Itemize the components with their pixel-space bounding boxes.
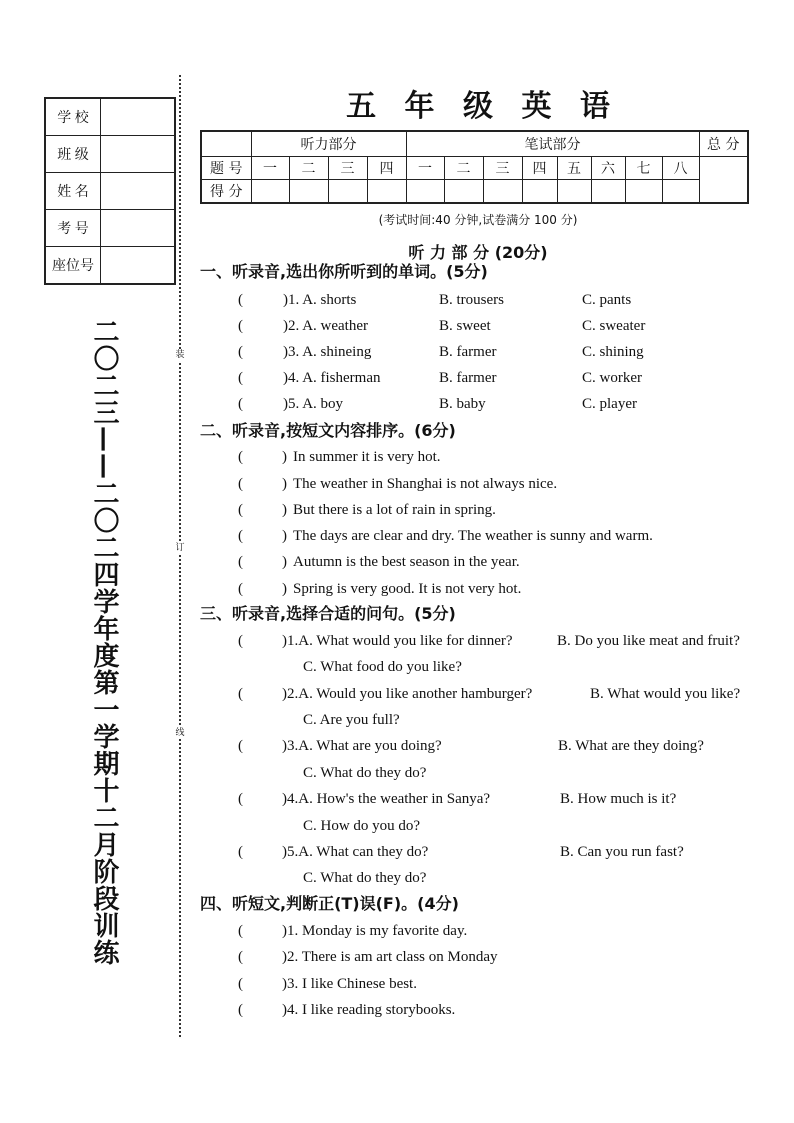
blank-close: ) <box>282 633 287 649</box>
option-a: A. What are you doing? <box>298 738 442 754</box>
item-number: 3. <box>288 344 300 360</box>
score-cell <box>251 180 289 204</box>
question-item-continued <box>0 763 794 783</box>
item-number-group <box>283 368 381 388</box>
writing-number: 一 <box>406 157 444 180</box>
blank-open: ( <box>238 318 243 334</box>
blank-close: ) <box>282 554 287 570</box>
blank-close: ) <box>283 396 288 412</box>
score-cell <box>444 180 483 204</box>
option-b: B. trousers <box>439 292 504 308</box>
option-a: A. fisherman <box>302 370 381 386</box>
section-heading: 一、听录音,选出你所听到的单词。(5分) <box>200 262 488 281</box>
option-c: C. What do they do? <box>303 765 427 781</box>
blank-open: ( <box>238 476 243 492</box>
sentence: But there is a lot of rain in spring. <box>293 502 496 518</box>
statement: I like reading storybooks. <box>302 1002 456 1018</box>
item-number-group <box>282 921 467 941</box>
option-b: B. What would you like? <box>590 686 741 702</box>
blank-close: ) <box>282 476 287 492</box>
item-number-group <box>283 316 368 336</box>
blank-close: ) <box>283 344 288 360</box>
score-table-header-row <box>201 131 748 157</box>
item-number: 1. <box>287 633 299 649</box>
score-cell <box>367 180 406 204</box>
question-item-continued <box>0 868 794 888</box>
item-number: 3. <box>287 738 299 754</box>
option-a: A. What can they do? <box>298 844 429 860</box>
question-item <box>0 579 794 599</box>
blank-close: ) <box>282 1002 287 1018</box>
score-table-corner <box>201 131 251 157</box>
item-number-group <box>283 290 356 310</box>
question-item <box>0 921 794 941</box>
option-c: C. Are you full? <box>303 712 400 728</box>
section-heading: 二、听录音,按短文内容排序。(6分) <box>200 421 456 440</box>
writing-number: 八 <box>662 157 699 180</box>
question-item-continued <box>0 710 794 730</box>
option-a: A. What would you like for dinner? <box>298 633 513 649</box>
blank-open: ( <box>238 344 243 360</box>
blank-close: ) <box>282 949 287 965</box>
page-title: 五 年 级 英 语 <box>346 89 610 124</box>
option-c: C. What food do you like? <box>303 659 462 675</box>
question-item <box>0 947 794 967</box>
statement: I like Chinese best. <box>302 976 417 992</box>
score-cell <box>328 180 367 204</box>
option-c: C. shining <box>582 344 644 360</box>
item-number: 4. <box>288 370 300 386</box>
blank-open: ( <box>238 370 243 386</box>
option-c: C. worker <box>582 370 642 386</box>
question-item <box>0 684 794 704</box>
item-number-group <box>282 631 513 651</box>
question-item <box>0 789 794 809</box>
blank-close: ) <box>282 686 287 702</box>
binding-mark: 装 <box>173 349 187 361</box>
blank-open: ( <box>238 633 243 649</box>
blank-open: ( <box>238 976 243 992</box>
blank-close: ) <box>282 449 287 465</box>
item-number: 5. <box>287 844 299 860</box>
blank-open: ( <box>238 449 243 465</box>
question-item <box>0 394 794 414</box>
row-label-number: 题 号 <box>201 157 251 180</box>
writing-header: 笔试部分 <box>406 131 699 157</box>
item-number-group <box>282 736 442 756</box>
option-c: C. How do you do? <box>303 818 421 834</box>
score-cell <box>289 180 328 204</box>
sentence: Spring is very good. It is not very hot. <box>293 581 522 597</box>
item-number-group <box>282 974 417 994</box>
binding-mark: 订 <box>173 542 187 554</box>
blank-open: ( <box>238 686 243 702</box>
blank-open: ( <box>238 581 243 597</box>
info-label: 考 号 <box>45 210 101 247</box>
score-cell <box>625 180 662 204</box>
item-number-group <box>282 947 498 967</box>
score-cell <box>406 180 444 204</box>
writing-number: 五 <box>557 157 591 180</box>
option-b: B. farmer <box>439 344 497 360</box>
blank-close: ) <box>282 976 287 992</box>
option-a: A. How's the weather in Sanya? <box>298 791 491 807</box>
item-number: 2. <box>287 949 299 965</box>
listening-number: 三 <box>328 157 367 180</box>
blank-open: ( <box>238 949 243 965</box>
statement: Monday is my favorite day. <box>302 923 468 939</box>
info-value-class <box>101 136 176 173</box>
statement: There is am art class on Monday <box>301 949 498 965</box>
option-b: B. sweet <box>439 318 491 334</box>
blank-close: ) <box>282 844 287 860</box>
question-item-continued <box>0 816 794 836</box>
option-b: B. What are they doing? <box>558 738 704 754</box>
info-label: 学 校 <box>45 98 101 136</box>
item-number: 2. <box>288 318 300 334</box>
sentence: Autumn is the best season in the year. <box>293 554 520 570</box>
item-number-group <box>282 684 532 704</box>
question-item <box>0 447 794 467</box>
item-number-group <box>283 342 371 362</box>
question-item <box>0 474 794 494</box>
score-table <box>200 130 749 204</box>
option-b: B. How much is it? <box>560 791 677 807</box>
info-value-seat-number <box>101 247 176 285</box>
writing-number: 七 <box>625 157 662 180</box>
score-cell <box>522 180 557 204</box>
listening-number: 一 <box>251 157 289 180</box>
info-row-seat-number <box>45 247 175 285</box>
question-item <box>0 290 794 310</box>
score-table-number-row <box>201 157 748 180</box>
question-item-continued <box>0 657 794 677</box>
item-number-group <box>282 1000 455 1020</box>
student-info-table <box>44 97 176 285</box>
option-a: A. shorts <box>302 292 357 308</box>
blank-open: ( <box>238 1002 243 1018</box>
score-table-score-row <box>201 180 748 204</box>
sentence: The days are clear and dry. The weather is sunny and warm. <box>293 528 653 544</box>
blank-open: ( <box>238 396 243 412</box>
blank-open: ( <box>238 528 243 544</box>
section-heading: 三、听录音,选择合适的问句。(5分) <box>200 604 456 623</box>
blank-close: ) <box>282 528 287 544</box>
blank-open: ( <box>238 738 243 754</box>
score-cell <box>662 180 699 204</box>
question-item <box>0 500 794 520</box>
blank-close: ) <box>282 581 287 597</box>
item-number: 4. <box>287 1002 299 1018</box>
option-b: B. Do you like meat and fruit? <box>557 633 740 649</box>
question-item <box>0 736 794 756</box>
question-item <box>0 631 794 651</box>
total-score-cell <box>699 157 748 204</box>
sentence: In summer it is very hot. <box>293 449 441 465</box>
blank-open: ( <box>238 923 243 939</box>
option-c: C. player <box>582 396 637 412</box>
item-number-group <box>282 842 428 862</box>
option-b: B. baby <box>439 396 486 412</box>
exam-note: (考试时间:40 分钟,试卷满分 100 分) <box>378 213 578 227</box>
part-heading: 听 力 部 分 (20分) <box>408 243 548 262</box>
option-b: B. farmer <box>439 370 497 386</box>
sentence: The weather in Shanghai is not always nice. <box>293 476 558 492</box>
info-row-exam-number <box>45 210 175 247</box>
question-item <box>0 1000 794 1020</box>
total-header: 总 分 <box>699 131 748 157</box>
score-cell <box>557 180 591 204</box>
info-row-school <box>45 98 175 136</box>
item-number: 1. <box>288 292 300 308</box>
section-heading: 四、听短文,判断正(T)误(F)。(4分) <box>200 894 459 913</box>
binding-mark: 线 <box>173 727 187 739</box>
info-label: 班 级 <box>45 136 101 173</box>
blank-open: ( <box>238 844 243 860</box>
item-number: 2. <box>287 686 299 702</box>
info-value-school <box>101 98 176 136</box>
score-cell <box>483 180 522 204</box>
option-a: A. weather <box>302 318 368 334</box>
blank-close: ) <box>283 370 288 386</box>
score-cell <box>591 180 625 204</box>
blank-open: ( <box>238 554 243 570</box>
blank-close: ) <box>282 791 287 807</box>
blank-open: ( <box>238 292 243 308</box>
listening-header: 听力部分 <box>251 131 406 157</box>
writing-number: 六 <box>591 157 625 180</box>
blank-close: ) <box>282 502 287 518</box>
item-number-group <box>283 394 343 414</box>
option-c: C. What do they do? <box>303 870 427 886</box>
item-number-group <box>282 789 490 809</box>
option-a: A. Would you like another hamburger? <box>298 686 533 702</box>
blank-close: ) <box>282 738 287 754</box>
option-c: C. pants <box>582 292 632 308</box>
question-item <box>0 342 794 362</box>
question-item <box>0 368 794 388</box>
question-item <box>0 526 794 546</box>
item-number: 4. <box>287 791 299 807</box>
row-label-score: 得 分 <box>201 180 251 204</box>
question-item <box>0 974 794 994</box>
info-value-name <box>101 173 176 210</box>
listening-number: 四 <box>367 157 406 180</box>
term-title: 二〇二三——二〇二四学年度第一学期十二月阶段训练 <box>89 318 119 966</box>
listening-number: 二 <box>289 157 328 180</box>
writing-number: 四 <box>522 157 557 180</box>
question-item <box>0 842 794 862</box>
question-item <box>0 316 794 336</box>
question-item <box>0 552 794 572</box>
blank-close: ) <box>283 292 288 308</box>
blank-open: ( <box>238 791 243 807</box>
option-c: C. sweater <box>582 318 646 334</box>
blank-close: ) <box>282 923 287 939</box>
info-label: 姓 名 <box>45 173 101 210</box>
info-row-class <box>45 136 175 173</box>
blank-open: ( <box>238 502 243 518</box>
option-b: B. Can you run fast? <box>560 844 684 860</box>
info-row-name <box>45 173 175 210</box>
item-number: 5. <box>288 396 300 412</box>
writing-number: 三 <box>483 157 522 180</box>
item-number: 3. <box>287 976 299 992</box>
info-label: 座位号 <box>45 247 101 285</box>
info-value-exam-number <box>101 210 176 247</box>
writing-number: 二 <box>444 157 483 180</box>
option-a: A. shineing <box>302 344 372 360</box>
option-a: A. boy <box>302 396 344 412</box>
item-number: 1. <box>287 923 299 939</box>
blank-close: ) <box>283 318 288 334</box>
